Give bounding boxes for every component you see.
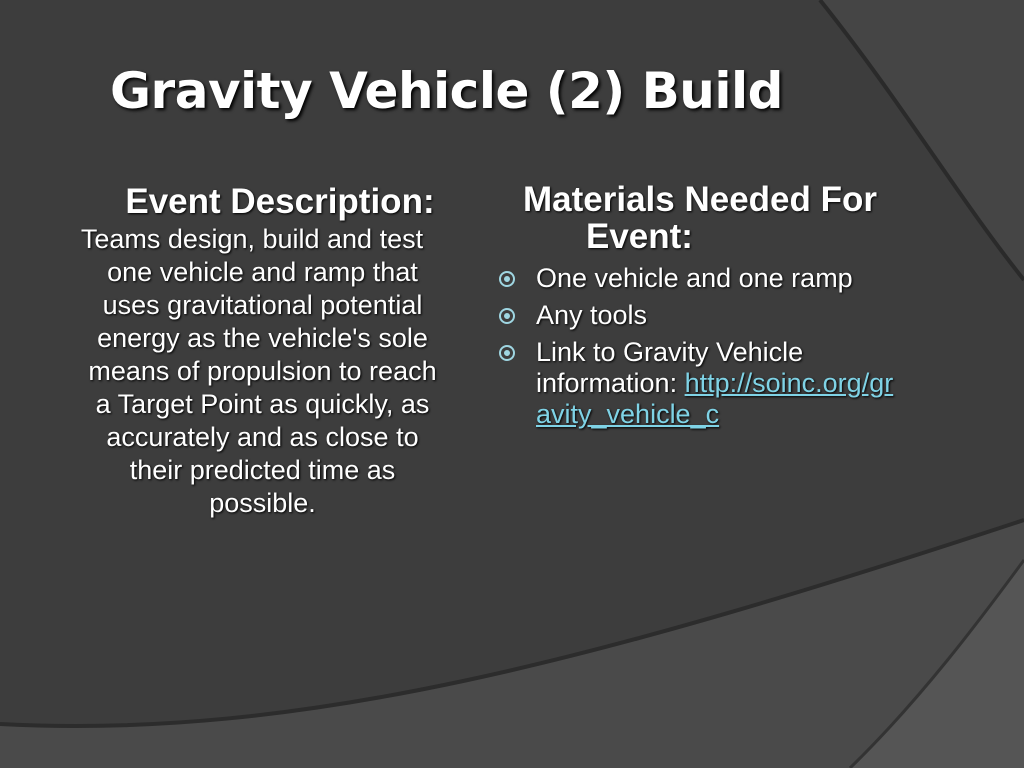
event-description-heading: Event Description: bbox=[125, 182, 435, 221]
circle-dot-bullet-icon bbox=[498, 344, 516, 362]
slide-title: Gravity Vehicle (2) Build bbox=[110, 62, 783, 120]
materials-heading: Materials Needed For Event: bbox=[523, 180, 877, 256]
list-item bbox=[496, 263, 906, 294]
bullet-text: Link to Gravity Vehicle information: bbox=[536, 337, 804, 398]
materials-list bbox=[496, 263, 906, 430]
circle-dot-bullet-icon bbox=[498, 307, 516, 325]
bullet-text: Any tools bbox=[536, 300, 648, 330]
list-item bbox=[496, 337, 906, 430]
gravity-vehicle-link[interactable]: http://soinc.org/gravity_vehicle_c bbox=[536, 368, 894, 429]
materials-column bbox=[496, 181, 906, 436]
circle-dot-bullet-icon bbox=[498, 270, 516, 288]
list-item bbox=[496, 300, 906, 331]
background-curve-bottom bbox=[0, 520, 1024, 768]
event-description-text: Teams design, build and test one vehicle and ramp that uses gravitational potential energy as the vehicle's sole means of propulsion to reach a Target Point as quickly, as accurately and as close to their predicted time as possible. bbox=[80, 224, 437, 518]
bullet-text: One vehicle and one ramp bbox=[536, 263, 853, 293]
event-description-column bbox=[60, 181, 500, 520]
